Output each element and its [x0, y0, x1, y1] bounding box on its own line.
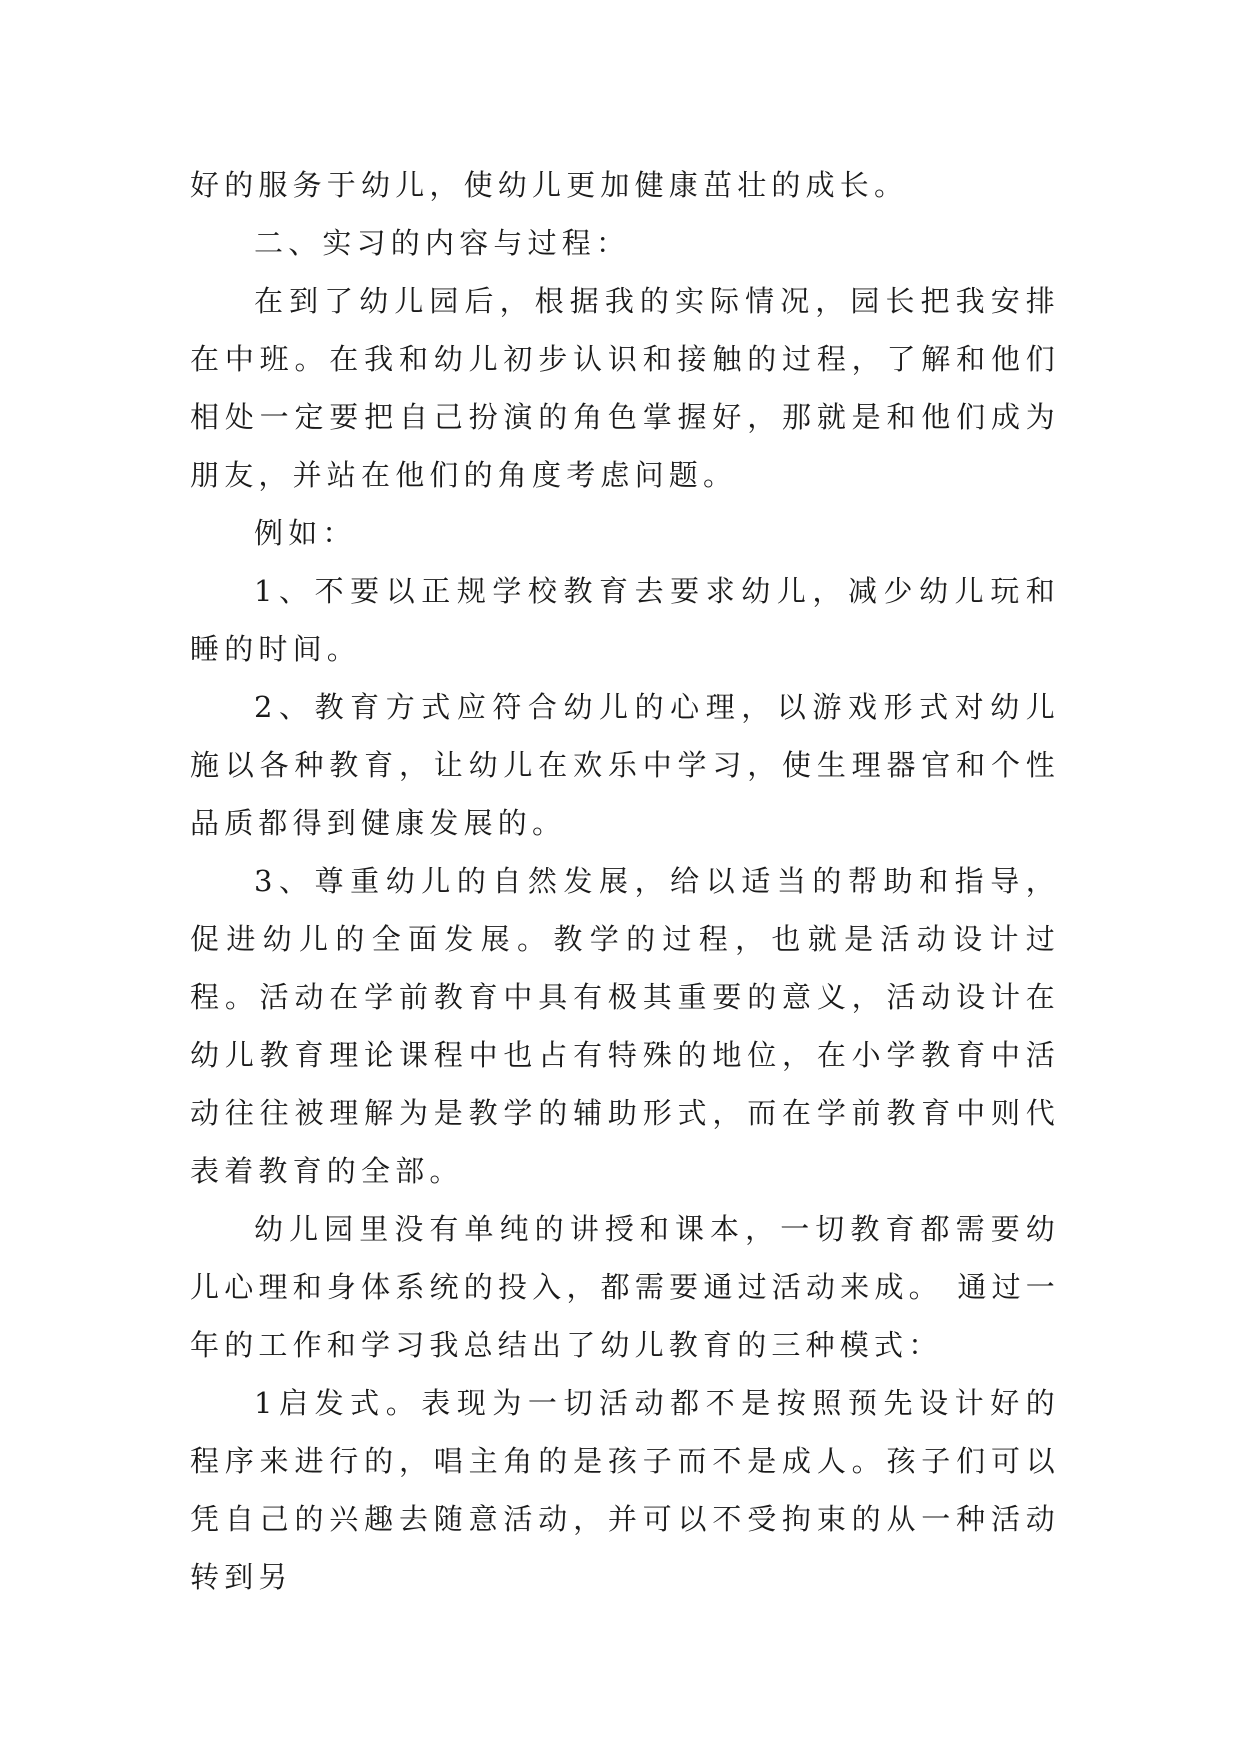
section-heading: 二、实习的内容与过程： — [254, 226, 631, 260]
paragraph-continuation: 好的服务于幼儿，使幼儿更加健康茁壮的成长。 — [190, 168, 909, 202]
paragraph-modes-intro: 幼儿园里没有单纯的讲授和课本，一切教育都需要幼儿心理和身体系统的投入，都需要通过活动来成。 通过一年的工作和学习我总结出了幼儿教育的三种模式： — [190, 1212, 1060, 1362]
document-body — [190, 156, 1060, 1606]
list-item-2: 2、教育方式应符合幼儿的心理，以游戏形式对幼儿施以各种教育，让幼儿在欢乐中学习，使生理器官和个性品质都得到健康发展的。 — [190, 690, 1060, 840]
paragraph-arrangement: 在到了幼儿园后，根据我的实际情况，园长把我安排在中班。在我和幼儿初步认识和接触的过程，了解和他们相处一定要把自己扮演的角色掌握好，那就是和他们成为朋友，并站在他们的角度考虑问题。 — [190, 284, 1060, 492]
list-item-3: 3、尊重幼儿的自然发展，给以适当的帮助和指导，促进幼儿的全面发展。教学的过程，也就是活动设计过程。活动在学前教育中具有极其重要的意义，活动设计在幼儿教育理论课程中也占有特殊的地位，在小学教育中活动往往被理解为是教学的辅助形式，而在学前教育中则代表着教育的全部。 — [190, 864, 1060, 1188]
paragraph-example-label: 例如： — [254, 516, 357, 550]
paragraph-mode-1: 1启发式。表现为一切活动都不是按照预先设计好的程序来进行的，唱主角的是孩子而不是成人。孩子们可以凭自己的兴趣去随意活动，并可以不受拘束的从一种活动转到另 — [190, 1386, 1060, 1594]
list-item-1: 1、不要以正规学校教育去要求幼儿，减少幼儿玩和睡的时间。 — [190, 574, 1060, 666]
